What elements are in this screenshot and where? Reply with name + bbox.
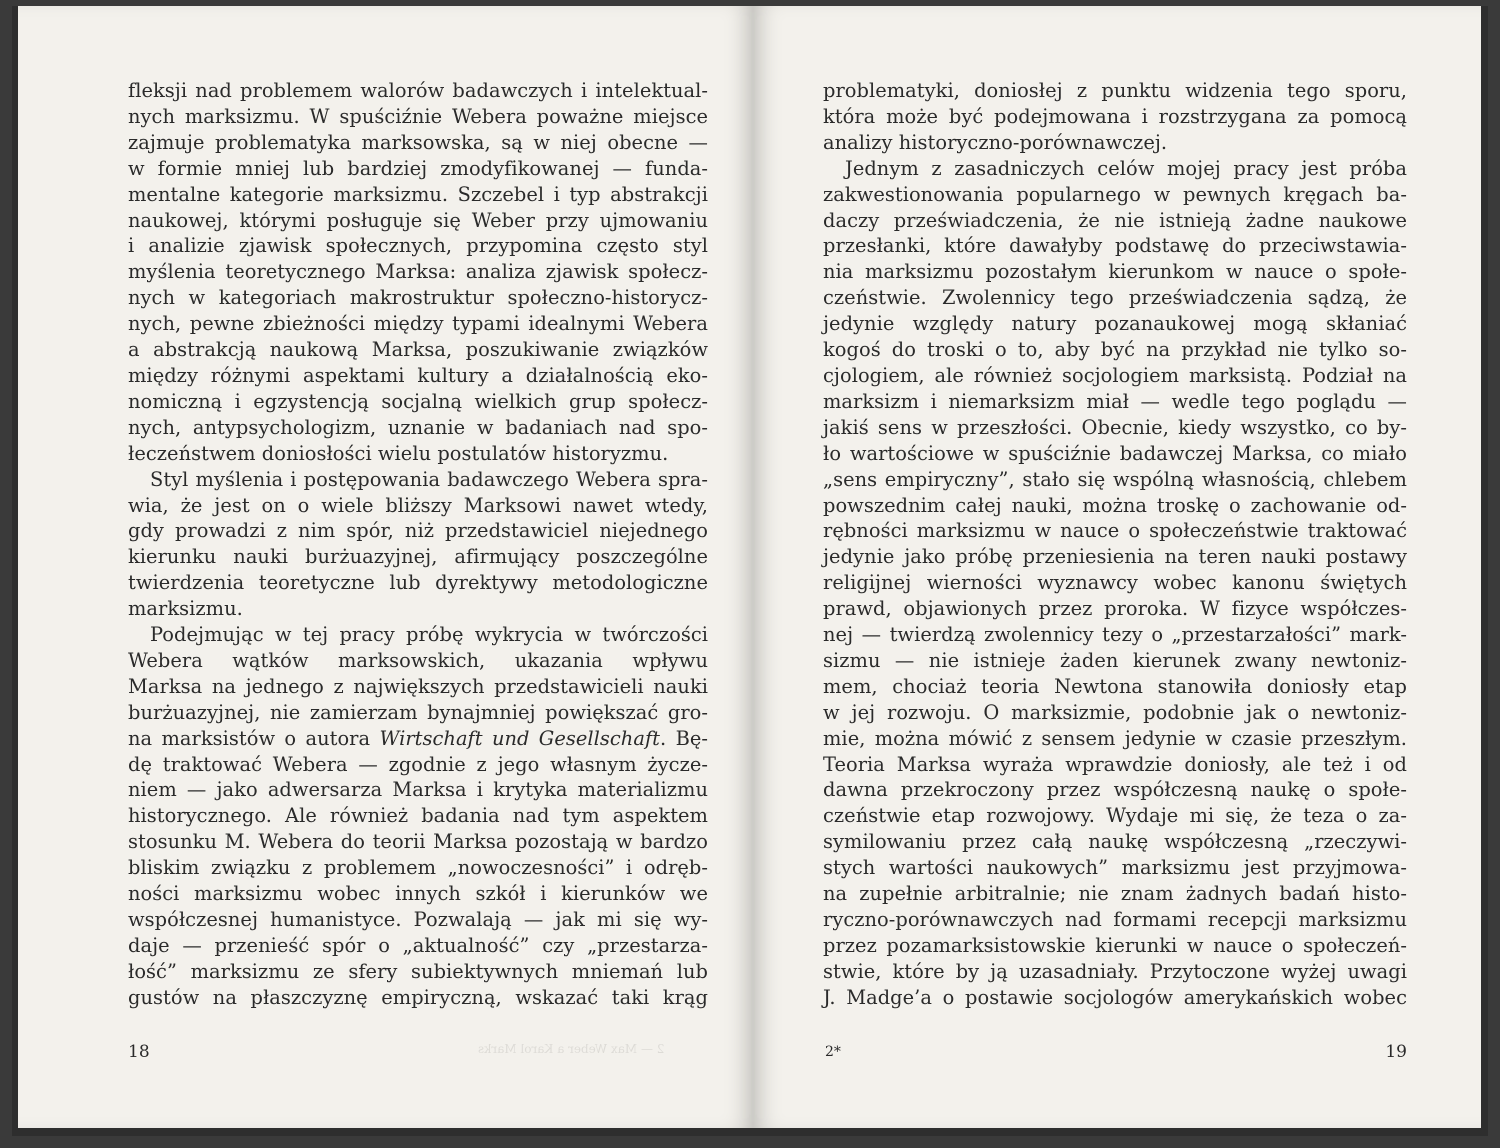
text-line: problematyki, doniosłej z punktu widzenia tego sporu, bbox=[823, 79, 1407, 102]
text-line: sizmu — nie istnieje żaden kierunek zwany newtoniz- bbox=[823, 648, 1407, 672]
text-line: naukowej, którymi posługuje się Weber przy ujmowaniu bbox=[128, 208, 708, 232]
text-line: czeństwie. Zwolennicy tego przeświadczenia sądzą, że bbox=[823, 286, 1407, 310]
text-line: w jej rozwoju. O marksizmie, podobnie jak o newtoniz- bbox=[823, 700, 1407, 724]
text-line: ryczno-porównawczych nad formami recepcji marksizmu bbox=[823, 908, 1407, 931]
text-line: wia, że jest on o wiele bliższy Marksowi nawet wtedy, bbox=[128, 493, 708, 517]
text-line: Podejmując w tej pracy próbę wykrycia w twórczości bbox=[150, 623, 708, 647]
left-page bbox=[18, 6, 753, 1128]
text-line: „sens empiryczny”, stało się wspólną własnością, chlebem bbox=[823, 467, 1407, 491]
text-line: zajmuje problematyka marksowska, są w niej obecne — bbox=[128, 130, 708, 154]
text-line: przez pozamarksistowskie kierunki w nauce o społeczeń- bbox=[823, 933, 1407, 957]
text-line: Teoria Marksa wyraża wprawdzie doniosły, ale też i od bbox=[823, 752, 1407, 776]
text-line: nomiczną i egzystencją socjalną wielkich grup społecz- bbox=[128, 389, 708, 413]
text-line: marksizmu. bbox=[128, 597, 243, 621]
text-line: rębności marksizmu w nauce o społeczeństwie traktować bbox=[823, 519, 1407, 543]
text-line: stosunku M. Webera do teorii Marksa pozostają w bardzo bbox=[128, 830, 708, 854]
text-line: czeństwie etap rozwojowy. Wydaje mi się, że teza o za- bbox=[823, 804, 1407, 828]
text-line: kierunku nauki burżuazyjnej, afirmujący poszczególne bbox=[128, 545, 708, 569]
text-line: przesłanki, które dawałyby podstawę do przeciwstawia- bbox=[823, 234, 1407, 258]
text-line: historycznego. Ale również badania nad tym aspektem bbox=[128, 804, 708, 828]
signature-mark: 2* bbox=[825, 1044, 841, 1060]
text-line: łość” marksizmu ze sfery subiektywnych mniemań lub bbox=[128, 959, 708, 983]
text-line: cjologiem, ale również socjologiem marksistą. Podział na bbox=[823, 363, 1407, 387]
text-line: która może być podejmowana i rozstrzygana za pomocą bbox=[823, 104, 1407, 128]
text-line: współczesnej humanistyce. Pozwalają — jak mi się wy- bbox=[128, 908, 708, 931]
right-page bbox=[753, 6, 1481, 1128]
text-line: nych, antypsychologizm, uznanie w badaniach nad spo- bbox=[128, 415, 708, 439]
page-number: 18 bbox=[128, 1042, 150, 1062]
text-line: jedynie względy natury pozanaukowej mogą skłaniać bbox=[823, 312, 1407, 336]
text-line: jedynie jako próbę przeniesienia na teren nauki postawy bbox=[823, 545, 1407, 569]
text-line: fleksji nad problemem walorów badawczych i intelektual- bbox=[128, 79, 708, 102]
text-line: i analizie zjawisk społecznych, przypomina często styl bbox=[128, 234, 708, 258]
text-line: nych, pewne zbieżności między typami idealnymi Webera bbox=[128, 312, 708, 336]
text-line: mie, można mówić z sensem jedynie w czasie przeszłym. bbox=[823, 726, 1407, 750]
text-line: gustów na płaszczyznę empiryczną, wskazać taki krąg bbox=[128, 985, 708, 1009]
text-line: prawd, objawionych przez proroka. W fizyce współczes- bbox=[823, 597, 1407, 621]
text-line: stych wartości naukowych” marksizmu jest przyjmowa- bbox=[823, 856, 1407, 880]
text-line: dawna przekroczony przez współczesną naukę o społe- bbox=[823, 778, 1407, 802]
text-line: powszednim całej nauki, można troskę o zachowanie od- bbox=[823, 493, 1407, 517]
text-line: nych w kategoriach makrostruktur społeczno-historycz- bbox=[128, 286, 708, 310]
text-line: na marksistów o autora Wirtschaft und Gesellschaft. Bę- bbox=[128, 726, 708, 750]
text-line: niem — jako adwersarza Marksa i krytyka materializmu bbox=[128, 778, 708, 802]
text-line: religijnej wierności wyznawcy wobec kanonu świętych bbox=[823, 571, 1407, 595]
text-line: Jednym z zasadniczych celów mojej pracy jest próba bbox=[845, 156, 1407, 180]
text-line: zakwestionowania popularnego w pewnych kręgach ba- bbox=[823, 182, 1407, 206]
text-line: dę traktować Webera — zgodnie z jego własnym życze- bbox=[128, 752, 708, 776]
text-line: J. Madge’a o postawie socjologów amerykańskich wobec bbox=[823, 985, 1407, 1009]
text-line: stwie, które by ją uzasadniały. Przytoczone wyżej uwagi bbox=[823, 959, 1407, 983]
text-line: w formie mniej lub bardziej zmodyfikowanej — funda- bbox=[128, 156, 708, 180]
right-page-text bbox=[823, 78, 1407, 1011]
text-line: Marksa na jednego z największych przedstawicieli nauki bbox=[128, 674, 708, 698]
text-line: łeczeństwem doniosłości wielu postulatów historyzmu. bbox=[128, 441, 669, 465]
text-line: mem, chociaż teoria Newtona stanowiła doniosły etap bbox=[823, 674, 1407, 698]
text-line: myślenia teoretycznego Marksa: analiza zjawisk społecz- bbox=[128, 260, 708, 284]
text-line: gdy prowadzi z nim spór, niż przedstawiciel niejednego bbox=[128, 519, 708, 543]
text-line: twierdzenia teoretyczne lub dyrektywy metodologiczne bbox=[128, 571, 708, 595]
text-line: symilowaniu przez całą naukę współczesną „rzeczywi- bbox=[823, 830, 1407, 854]
text-line: marksizm i niemarksizm miał — wedle tego poglądu — bbox=[823, 389, 1407, 413]
text-line: na zupełnie arbitralnie; nie znam żadnych badań histo- bbox=[823, 882, 1407, 906]
text-line: mentalne kategorie marksizmu. Szczebel i typ abstrakcji bbox=[128, 182, 708, 206]
page-number: 19 bbox=[1385, 1042, 1407, 1062]
text-line: analizy historyczno-porównawczej. bbox=[823, 130, 1168, 154]
text-line: nej — twierdzą zwolennicy tezy o „przestarzałości” mark- bbox=[823, 623, 1407, 647]
text-line: bliskim związku z problemem „nowoczesności” i odręb- bbox=[128, 856, 708, 880]
text-line: Webera wątków marksowskich, ukazania wpływu bbox=[128, 648, 708, 672]
text-line: burżuazyjnej, nie zamierzam bynajmniej powiększać gro- bbox=[128, 700, 708, 724]
text-line: daczy przeświadczenia, że nie istnieją żadne naukowe bbox=[823, 208, 1407, 232]
text-line: daje — przenieść spór o „aktualność” czy „przestarza- bbox=[128, 933, 708, 957]
text-line: a abstrakcją naukową Marksa, poszukiwanie związków bbox=[128, 338, 708, 362]
text-line: ności marksizmu wobec innych szkół i kierunków we bbox=[128, 882, 708, 906]
text-line: nia marksizmu pozostałym kierunkom w nauce o społe- bbox=[823, 260, 1407, 284]
book-spread bbox=[12, 6, 1488, 1136]
left-page-text bbox=[128, 78, 708, 1011]
text-line: Styl myślenia i postępowania badawczego Webera spra- bbox=[150, 467, 708, 491]
text-line: ło wartościowe w spuściźnie badawczej Marksa, co miało bbox=[823, 441, 1407, 465]
text-line: jakiś sens w przeszłości. Obecnie, kiedy wszystko, co by- bbox=[823, 415, 1407, 439]
text-line: między różnymi aspektami kultury a działalnością eko- bbox=[128, 363, 708, 387]
text-line: nych marksizmu. W spuściźnie Webera poważne miejsce bbox=[128, 104, 708, 128]
text-line: kogoś do troski o to, aby być na przykład nie tylko so- bbox=[823, 338, 1407, 362]
bleed-through-text: 2 — Max Weber a Karol Marks bbox=[478, 1042, 665, 1056]
